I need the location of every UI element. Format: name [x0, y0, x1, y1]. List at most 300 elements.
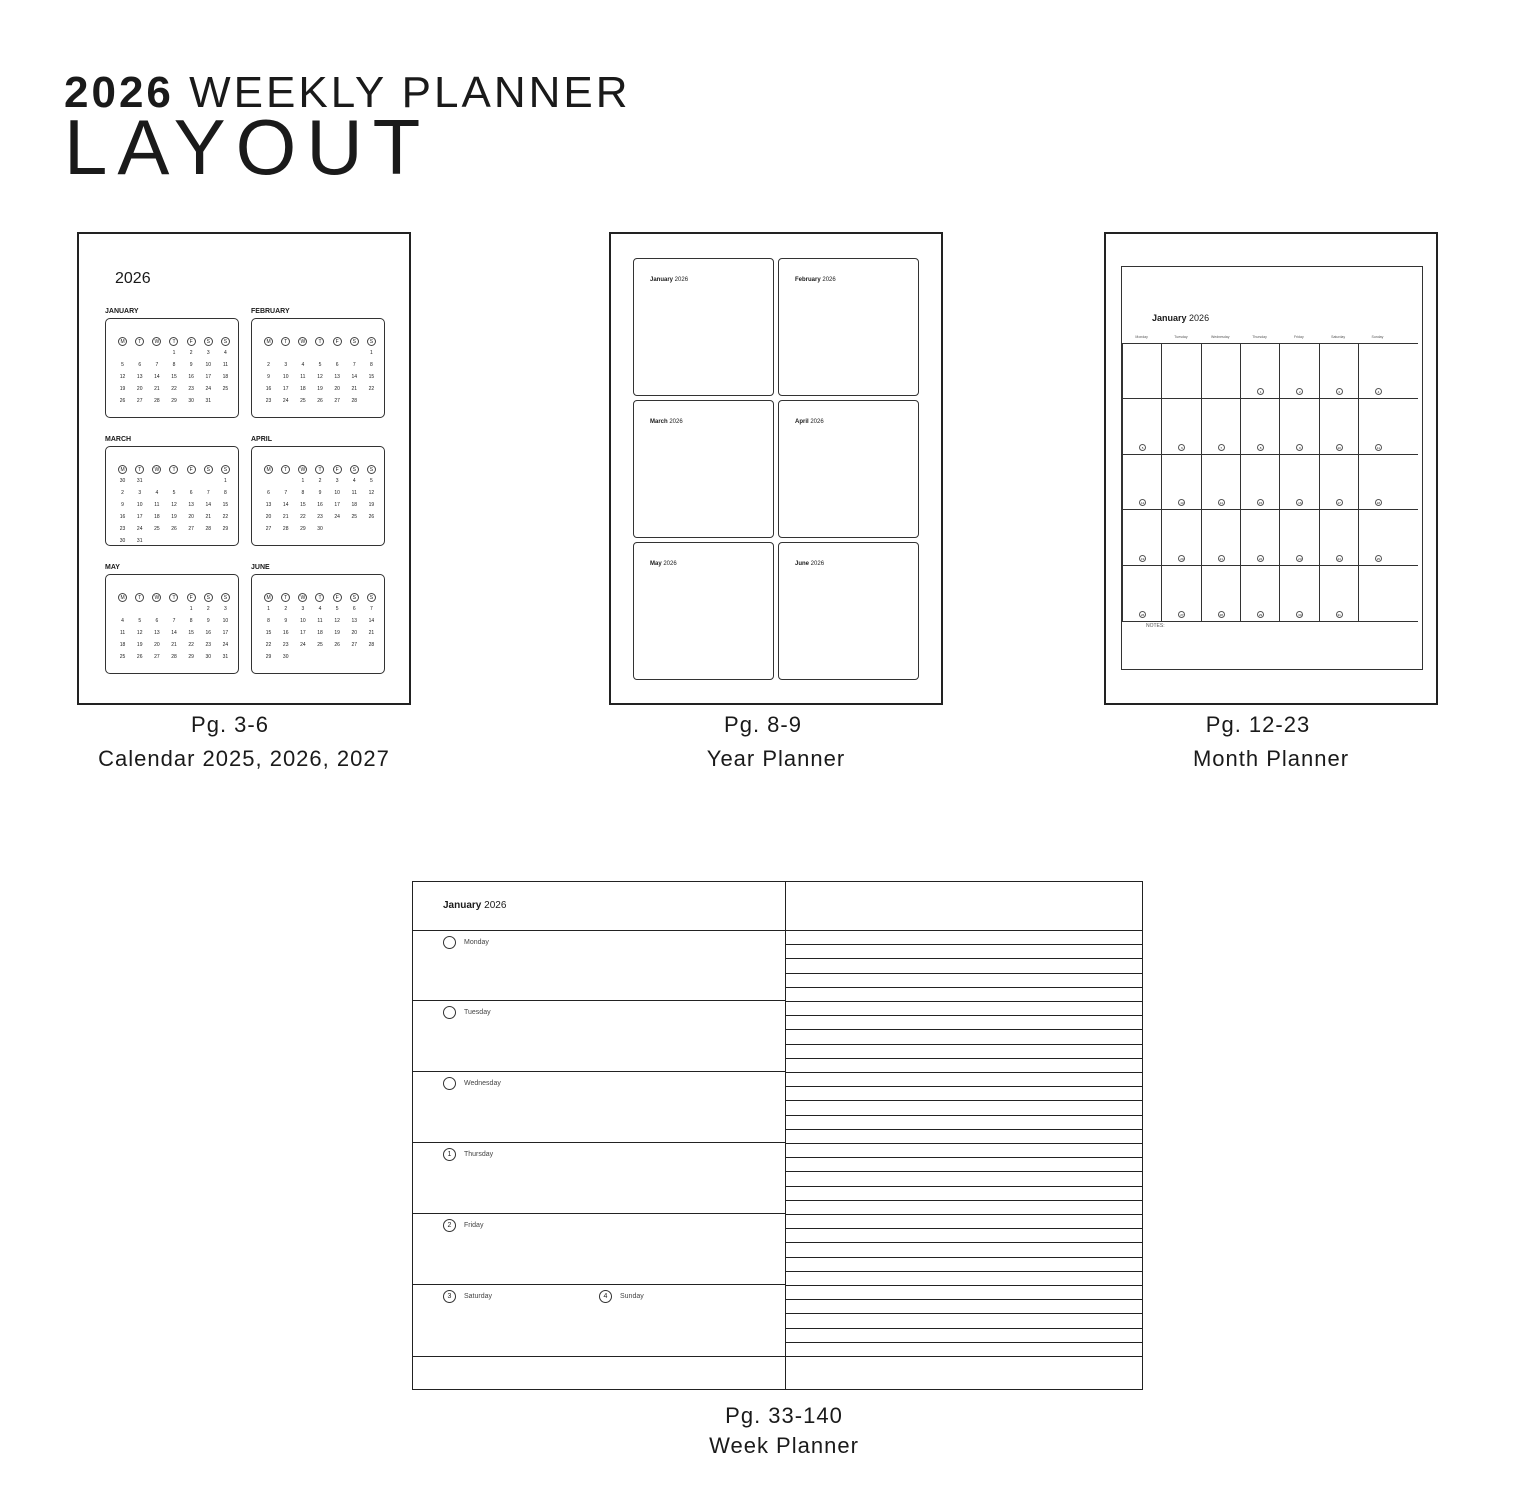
heading-year: 2026 — [64, 68, 174, 117]
weekday-header — [260, 465, 380, 474]
month-planner-page-label: Pg. 12-23 — [1205, 712, 1311, 737]
day-number: 22 — [368, 386, 375, 392]
day-number: 22 — [300, 514, 306, 520]
day-number: 13 — [351, 618, 358, 624]
day-number: 14 — [351, 374, 358, 380]
month-label — [650, 419, 683, 425]
day-cell — [1279, 399, 1318, 454]
year-planner-month-june — [778, 542, 919, 680]
day-cell — [1201, 455, 1240, 510]
weekday-initial: S — [204, 593, 213, 602]
weekday-initial: W — [152, 337, 161, 346]
day-number: 4 — [352, 478, 356, 484]
weekday-label: Friday — [1293, 335, 1304, 339]
month-box — [105, 574, 239, 674]
weekday-cell — [165, 465, 182, 474]
day-name: Thursday — [464, 1151, 494, 1158]
month-year: 2026 — [673, 277, 689, 283]
day-number: 17 — [282, 386, 289, 392]
week-planner-page-label: Pg. 33-140 — [725, 1403, 843, 1428]
weekday-cell — [165, 337, 182, 346]
day-number: 12 — [136, 630, 143, 636]
day-number: 26 — [1140, 612, 1145, 617]
weekday-initial: M — [118, 593, 127, 602]
day-cell — [1201, 399, 1240, 454]
day-number — [148, 478, 165, 484]
day-number: 3 — [206, 350, 210, 356]
weekday-label: Thursday — [1252, 335, 1267, 339]
month-week-row — [1122, 566, 1418, 622]
weekday-initial: S — [221, 337, 230, 346]
ruled-line — [785, 1157, 1142, 1158]
day-number — [277, 478, 294, 484]
weekday-label: Tuesday — [1174, 335, 1188, 339]
weekday-initial: M — [118, 337, 127, 346]
day-number: 17 — [222, 630, 229, 636]
day-name: Monday — [464, 939, 489, 946]
day-number: 25 — [351, 514, 358, 520]
weekday-initial: T — [135, 337, 144, 346]
weekday-label: Saturday — [1331, 335, 1346, 339]
day-number: 14 — [282, 502, 289, 508]
day-cell — [1279, 455, 1318, 510]
weekday-cell — [346, 337, 363, 346]
ruled-line — [785, 1015, 1142, 1016]
month-year: 2026 — [667, 419, 683, 425]
day-number: 26 — [334, 642, 340, 648]
day-number: 5 — [121, 362, 124, 368]
day-number: 18 — [119, 642, 126, 648]
day-number: 21 — [171, 642, 177, 648]
day-number: 30 — [1298, 612, 1302, 617]
day-number: 30 — [119, 478, 126, 484]
weekday-initial: T — [281, 465, 290, 474]
day-number: 4 — [318, 606, 322, 612]
day-number: 29 — [1258, 612, 1263, 617]
day-number: 1 — [172, 350, 176, 356]
weekday-cell — [217, 337, 234, 346]
day-name: Wednesday — [464, 1080, 501, 1087]
day-number: 8 — [1257, 444, 1264, 451]
ruled-line — [785, 1328, 1142, 1329]
day-number: 30 — [188, 398, 194, 404]
weekday-initial: M — [264, 593, 273, 602]
day-number — [131, 606, 148, 612]
day-number-circle: 4 — [599, 1290, 612, 1303]
day-number — [114, 606, 131, 612]
week-planner-title: Week Planner — [709, 1433, 859, 1458]
day-number: 12 — [334, 618, 340, 624]
day-number: 8 — [267, 618, 270, 624]
ruled-line — [785, 1058, 1142, 1059]
day-number: 1 — [301, 478, 305, 484]
weekday-cell — [294, 593, 311, 602]
day-sunday — [599, 1290, 644, 1303]
day-number: 2 — [284, 606, 288, 612]
ruled-line — [785, 987, 1142, 988]
weekday-cell — [329, 593, 346, 602]
day-number: 12 — [368, 490, 375, 496]
day-number — [329, 350, 346, 356]
weekday-initial: S — [204, 465, 213, 474]
day-cell — [1122, 455, 1161, 510]
day-number: 10 — [282, 374, 289, 380]
day-cell — [1319, 343, 1358, 398]
day-cell — [1122, 343, 1161, 398]
heading-subtitle: WEEKLY PLANNER — [189, 68, 631, 117]
day-number: 9 — [318, 490, 322, 496]
day-number: 28 — [1219, 612, 1223, 617]
day-number: 23 — [265, 398, 272, 404]
weekday-cell — [114, 337, 131, 346]
day-cell — [1279, 343, 1318, 398]
day-number: 4 — [301, 362, 305, 368]
day-number: 25 — [222, 386, 229, 392]
day-number: 5 — [138, 618, 142, 624]
day-number: 2 — [1296, 388, 1303, 395]
weekday-cell — [311, 593, 328, 602]
day-number: 20 — [265, 514, 272, 520]
weekday-cell — [183, 593, 200, 602]
day-number: 15 — [368, 374, 375, 380]
weekday-cell — [183, 465, 200, 474]
weekday-initial: M — [264, 465, 273, 474]
day-number: 16 — [282, 630, 289, 636]
weekday-cell — [148, 465, 165, 474]
day-number: 12 — [119, 374, 126, 380]
day-number: 20 — [334, 386, 340, 392]
weekday-initial: W — [152, 465, 161, 474]
month-name: JUNE — [251, 564, 270, 571]
day-number — [346, 350, 363, 356]
weekday-label: Monday — [1135, 335, 1148, 339]
day-number-circle: 1 — [443, 1148, 456, 1161]
day-number — [277, 350, 294, 356]
day-cell — [1240, 399, 1279, 454]
day-name: Tuesday — [464, 1009, 491, 1016]
month-box — [105, 446, 239, 546]
day-number: 8 — [189, 618, 193, 624]
day-number: 24 — [205, 386, 212, 392]
weekday-cell — [148, 337, 165, 346]
day-number: 29 — [300, 526, 306, 532]
weekday-initial: S — [367, 337, 376, 346]
ruled-line — [785, 1299, 1142, 1300]
weekday-initial: S — [367, 465, 376, 474]
day-number: 3 — [138, 490, 142, 496]
day-number: 24 — [222, 642, 229, 648]
month-name: JANUARY — [105, 308, 139, 315]
day-number — [200, 478, 217, 484]
day-number: 19 — [136, 642, 143, 648]
weekday-header — [114, 337, 234, 346]
day-number: 7 — [172, 618, 176, 624]
weekday-cell — [183, 337, 200, 346]
week-month: January — [443, 900, 482, 911]
day-number-circle — [443, 936, 456, 949]
day-number: 7 — [352, 362, 356, 368]
weekday-initial: T — [135, 465, 144, 474]
day-number: 26 — [119, 398, 126, 404]
day-number: 14 — [368, 618, 375, 624]
weekday-initial: M — [264, 337, 273, 346]
calendar-year: 2026 — [115, 270, 151, 287]
day-cell — [1358, 510, 1397, 565]
weekday-cell — [260, 337, 277, 346]
day-number — [294, 350, 311, 356]
day-grid — [260, 606, 380, 660]
day-number: 27 — [154, 654, 160, 660]
day-divider — [413, 1356, 785, 1357]
day-grid — [114, 606, 234, 660]
day-number: 15 — [222, 502, 229, 508]
month-year: 2026 — [820, 277, 836, 283]
month-box — [251, 446, 385, 546]
day-number: 15 — [300, 502, 306, 508]
weekday-cell — [294, 465, 311, 474]
day-number: 27 — [265, 526, 272, 532]
year-planner-month-april — [778, 400, 919, 538]
day-grid — [260, 350, 380, 404]
day-number: 2 — [267, 362, 270, 368]
day-number: 19 — [171, 514, 177, 520]
day-number: 9 — [267, 374, 270, 380]
day-cell — [1319, 455, 1358, 510]
day-grid — [260, 478, 380, 532]
weekday-initial: F — [333, 465, 342, 474]
day-number: 27 — [1180, 612, 1184, 617]
day-number: 15 — [1258, 501, 1263, 506]
weekday-initial: W — [298, 465, 307, 474]
day-number: 23 — [119, 526, 126, 532]
day-number: 24 — [334, 514, 340, 520]
day-number: 12 — [317, 374, 323, 380]
day-divider — [413, 1071, 785, 1072]
day-number: 6 — [335, 362, 339, 368]
day-number: 3 — [1336, 388, 1343, 395]
weekday-cell — [277, 593, 294, 602]
day-number: 6 — [155, 618, 159, 624]
weekday-initial: F — [187, 337, 196, 346]
day-cell — [1279, 510, 1318, 565]
weekday-initial: T — [169, 593, 178, 602]
day-number: 29 — [222, 526, 229, 532]
day-tuesday — [443, 1006, 491, 1019]
day-number: 12 — [171, 502, 177, 508]
day-number: 25 — [317, 642, 323, 648]
month-year: 2026 — [809, 561, 825, 567]
day-cell — [1122, 399, 1161, 454]
day-number: 11 — [300, 374, 306, 380]
weekday-initial: W — [152, 593, 161, 602]
day-number: 7 — [155, 362, 159, 368]
day-number: 6 — [267, 490, 270, 496]
month-week-row — [1122, 399, 1418, 455]
day-number: 23 — [1298, 557, 1302, 562]
day-number: 31 — [222, 654, 229, 660]
month-week-row — [1122, 510, 1418, 566]
weekday-cell — [363, 593, 380, 602]
day-number: 14 — [171, 630, 177, 636]
day-number: 31 — [136, 538, 143, 544]
day-number: 9 — [121, 502, 124, 508]
day-number: 10 — [136, 502, 143, 508]
day-cell — [1279, 566, 1318, 621]
day-cell — [1161, 510, 1200, 565]
day-number: 27 — [334, 398, 340, 404]
weekday-header — [114, 593, 234, 602]
weekday-cell — [114, 593, 131, 602]
weekday-cell — [329, 465, 346, 474]
day-number — [260, 478, 277, 484]
day-number: 18 — [154, 514, 160, 520]
day-number — [114, 350, 131, 356]
day-number: 9 — [284, 618, 288, 624]
weekday-header — [114, 465, 234, 474]
weekday-cell — [294, 337, 311, 346]
day-cell — [1358, 455, 1397, 510]
ruled-line — [785, 1257, 1142, 1258]
day-number: 18 — [222, 374, 229, 380]
month-name: May — [650, 561, 662, 567]
day-number: 1 — [224, 478, 227, 484]
notes-label: NOTES: — [1146, 623, 1165, 629]
day-number: 30 — [119, 538, 126, 544]
day-number: 21 — [205, 514, 212, 520]
weekday-initial: T — [315, 593, 324, 602]
weekday-initial: S — [221, 593, 230, 602]
month-week-row — [1122, 343, 1418, 399]
ruled-line — [785, 1029, 1142, 1030]
weekday-cell — [131, 337, 148, 346]
day-number: 27 — [136, 398, 143, 404]
weekday-initial: T — [315, 337, 324, 346]
day-number: 17 — [136, 514, 143, 520]
weekday-cell — [131, 465, 148, 474]
day-name: Saturday — [464, 1293, 493, 1300]
month-grid-frame — [1121, 266, 1423, 670]
day-number: 31 — [136, 478, 143, 484]
month-name: APRIL — [251, 436, 272, 443]
day-cell — [1122, 510, 1161, 565]
day-number: 16 — [205, 630, 212, 636]
day-number: 1 — [370, 350, 373, 356]
day-number: 15 — [171, 374, 177, 380]
ruled-line — [785, 930, 1142, 931]
day-number: 10 — [300, 618, 306, 624]
weekday-initial: F — [187, 593, 196, 602]
day-number: 5 — [172, 490, 176, 496]
ruled-line — [785, 1001, 1142, 1002]
day-number: 8 — [301, 490, 305, 496]
weekday-cell — [277, 465, 294, 474]
month-planner-title: Month Planner — [1192, 746, 1350, 771]
day-number: 26 — [368, 514, 375, 520]
ruled-line — [785, 1171, 1142, 1172]
week-year: 2026 — [484, 900, 507, 911]
day-number: 30 — [282, 654, 289, 660]
day-number: 1 — [189, 606, 193, 612]
day-number: 22 — [171, 386, 177, 392]
day-number — [311, 350, 328, 356]
day-number: 9 — [1296, 444, 1303, 451]
day-number: 29 — [265, 654, 272, 660]
weekday-cell — [363, 465, 380, 474]
ruled-line — [785, 973, 1142, 974]
day-number: 8 — [224, 490, 227, 496]
day-number: 3 — [224, 606, 227, 612]
day-cell — [1201, 343, 1240, 398]
day-number: 22 — [1258, 557, 1263, 562]
day-number: 21 — [368, 630, 375, 636]
day-number: 14 — [154, 374, 160, 380]
day-number: 11 — [351, 490, 357, 496]
day-number: 13 — [265, 502, 272, 508]
day-cell — [1161, 566, 1200, 621]
ruled-line — [785, 944, 1142, 945]
day-number: 16 — [188, 374, 194, 380]
day-number: 28 — [282, 526, 289, 532]
day-number: 13 — [136, 374, 143, 380]
year-planner-month-may — [633, 542, 774, 680]
month-label — [795, 277, 836, 283]
day-number: 15 — [188, 630, 194, 636]
day-number: 2 — [189, 350, 193, 356]
day-number: 16 — [265, 386, 272, 392]
day-number: 30 — [317, 526, 323, 532]
day-number: 19 — [368, 502, 375, 508]
day-number: 24 — [282, 398, 289, 404]
month-name: MARCH — [105, 436, 132, 443]
week-planner-heading — [443, 900, 506, 911]
weekday-initial: T — [281, 593, 290, 602]
day-number-circle — [443, 1077, 456, 1090]
weekday-cell — [200, 593, 217, 602]
day-number: 13 — [1180, 501, 1184, 506]
ruled-line — [785, 1115, 1142, 1116]
month-name: MAY — [105, 564, 120, 571]
weekday-cell — [346, 593, 363, 602]
day-number: 2 — [206, 606, 210, 612]
weekday-cell — [277, 337, 294, 346]
weekday-initial: F — [333, 337, 342, 346]
day-number: 10 — [222, 618, 229, 624]
year-planner-month-january — [633, 258, 774, 396]
weekday-cell — [363, 337, 380, 346]
month-name: January — [650, 277, 674, 283]
weekday-cell — [346, 465, 363, 474]
month-planner-heading — [1152, 313, 1209, 323]
day-number: 27 — [351, 642, 358, 648]
weekday-label: Wednesday — [1211, 335, 1230, 339]
day-number — [183, 478, 200, 484]
weekday-label: Sunday — [1371, 335, 1384, 339]
day-number-circle — [443, 1006, 456, 1019]
year-planner-month-march — [633, 400, 774, 538]
day-grid — [114, 350, 234, 404]
day-cell — [1201, 510, 1240, 565]
day-number: 18 — [317, 630, 323, 636]
day-number: 23 — [205, 642, 212, 648]
month-year: 2026 — [661, 561, 677, 567]
day-number: 3 — [335, 478, 339, 484]
day-number: 20 — [188, 514, 194, 520]
month-box — [251, 574, 385, 674]
day-number: 22 — [222, 514, 229, 520]
month-box — [251, 318, 385, 418]
day-number: 25 — [1376, 557, 1381, 562]
calendar-page-preview — [77, 232, 411, 705]
